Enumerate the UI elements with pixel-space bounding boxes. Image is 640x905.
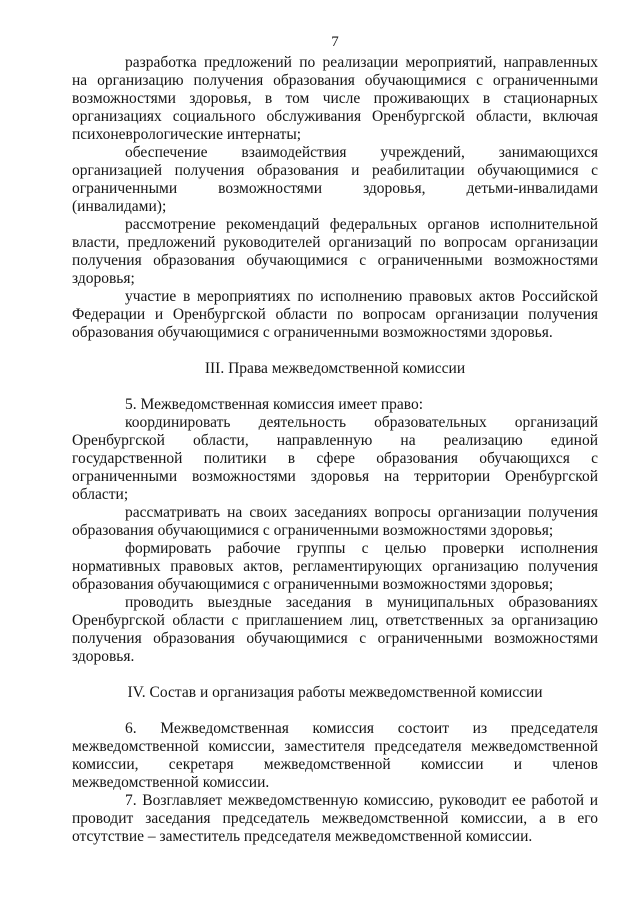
text-line: образования обучающимися с ограниченными возможностями здоровья; <box>72 522 554 539</box>
text-line: Оренбургской области, направленную на реализацию единой <box>72 432 598 449</box>
text-line: образования обучающимися с ограниченными возможностями здоровья. <box>72 324 553 341</box>
para-obespechenie <box>72 144 598 216</box>
text-line: проводить выездные заседания в муниципальных образованиях <box>125 594 598 611</box>
section-heading-iv: IV. Состав и организация работы межведомственной комиссии <box>127 684 543 701</box>
text-line: возможностями здоровья, в том числе проживающих в стационарных <box>72 90 598 107</box>
text-line: нормативных правовых актов, регламентирующих организацию получения <box>72 558 598 575</box>
text-line: государственной политики в сфере образования обучающихся с <box>72 450 598 467</box>
text-line: получения образования обучающимися с ограниченными возможностями <box>72 630 598 647</box>
text-line: рассматривать на своих заседаниях вопросы организации получения <box>125 504 598 521</box>
document-body <box>72 54 598 846</box>
text-line: на организацию получения образования обучающимися с ограниченными <box>72 72 598 89</box>
text-line: ограниченными возможностями здоровья на территории Оренбургской <box>72 468 598 485</box>
para-uchastie <box>72 288 598 342</box>
text-line: 7. Возглавляет межведомственную комиссию, руководит ее работой и <box>125 792 598 809</box>
section-heading-iii: III. Права межведомственной комиссии <box>204 360 466 377</box>
para-punkt-6 <box>72 720 598 792</box>
text-line: участие в мероприятиях по исполнению правовых актов Российской <box>125 288 598 305</box>
text-line: 6. Межведомственная комиссия состоит из председателя <box>125 720 598 737</box>
para-formirovat <box>72 540 598 594</box>
text-line: проводит заседания председатель межведомственной комиссии, а в его <box>72 810 598 827</box>
text-line: здоровья; <box>72 270 135 287</box>
text-line: обеспечение взаимодействия учреждений, занимающихся <box>125 144 598 161</box>
para-rassmotrenie <box>72 216 598 288</box>
text-line: межведомственной комиссии, заместителя председателя межведомственной <box>72 738 598 755</box>
text-line: ограниченными возможностями здоровья, детьми-инвалидами <box>72 180 598 197</box>
para-rassmatrivat <box>72 504 598 540</box>
text-line: 5. Межведомственная комиссия имеет право: <box>125 396 424 413</box>
text-line: (инвалидами); <box>72 198 167 215</box>
text-line: формировать рабочие группы с целью проверки исполнения <box>125 540 598 557</box>
para-razrabotka <box>72 54 598 144</box>
para-provodit <box>72 594 598 666</box>
text-line: рассмотрение рекомендаций федеральных органов исполнительной <box>125 216 598 233</box>
text-line: получения образования обучающимися с ограниченными возможностями <box>72 252 598 269</box>
text-line: Федерации и Оренбургской области по вопросам организации получения <box>72 306 598 323</box>
text-line: межведомственной комиссии. <box>72 774 270 791</box>
text-line: здоровья. <box>72 648 135 665</box>
text-line: координировать деятельность образовательных организаций <box>125 414 598 431</box>
para-koordinirovat <box>72 414 598 504</box>
page-number: 7 <box>331 34 339 50</box>
para-punkt-5 <box>72 396 598 414</box>
text-line: организацией получения образования и реабилитации обучающимися с <box>72 162 598 179</box>
para-punkt-7 <box>72 792 598 846</box>
text-line: образования обучающимися с ограниченными возможностями здоровья; <box>72 576 554 593</box>
text-line: организациях социального обслуживания Оренбургской области, включая <box>72 108 598 125</box>
text-line: отсутствие – заместитель председателя межведомственной комиссии. <box>72 828 533 845</box>
text-line: власти, предложений руководителей организаций по вопросам организации <box>72 234 598 251</box>
text-line: разработка предложений по реализации мероприятий, направленных <box>125 54 598 71</box>
text-line: Оренбургской области с приглашением лиц, ответственных за организацию <box>72 612 598 629</box>
text-line: психоневрологические интернаты; <box>72 126 302 143</box>
text-line: области; <box>72 486 129 503</box>
text-line: комиссии, секретаря межведомственной комиссии и членов <box>72 756 598 773</box>
